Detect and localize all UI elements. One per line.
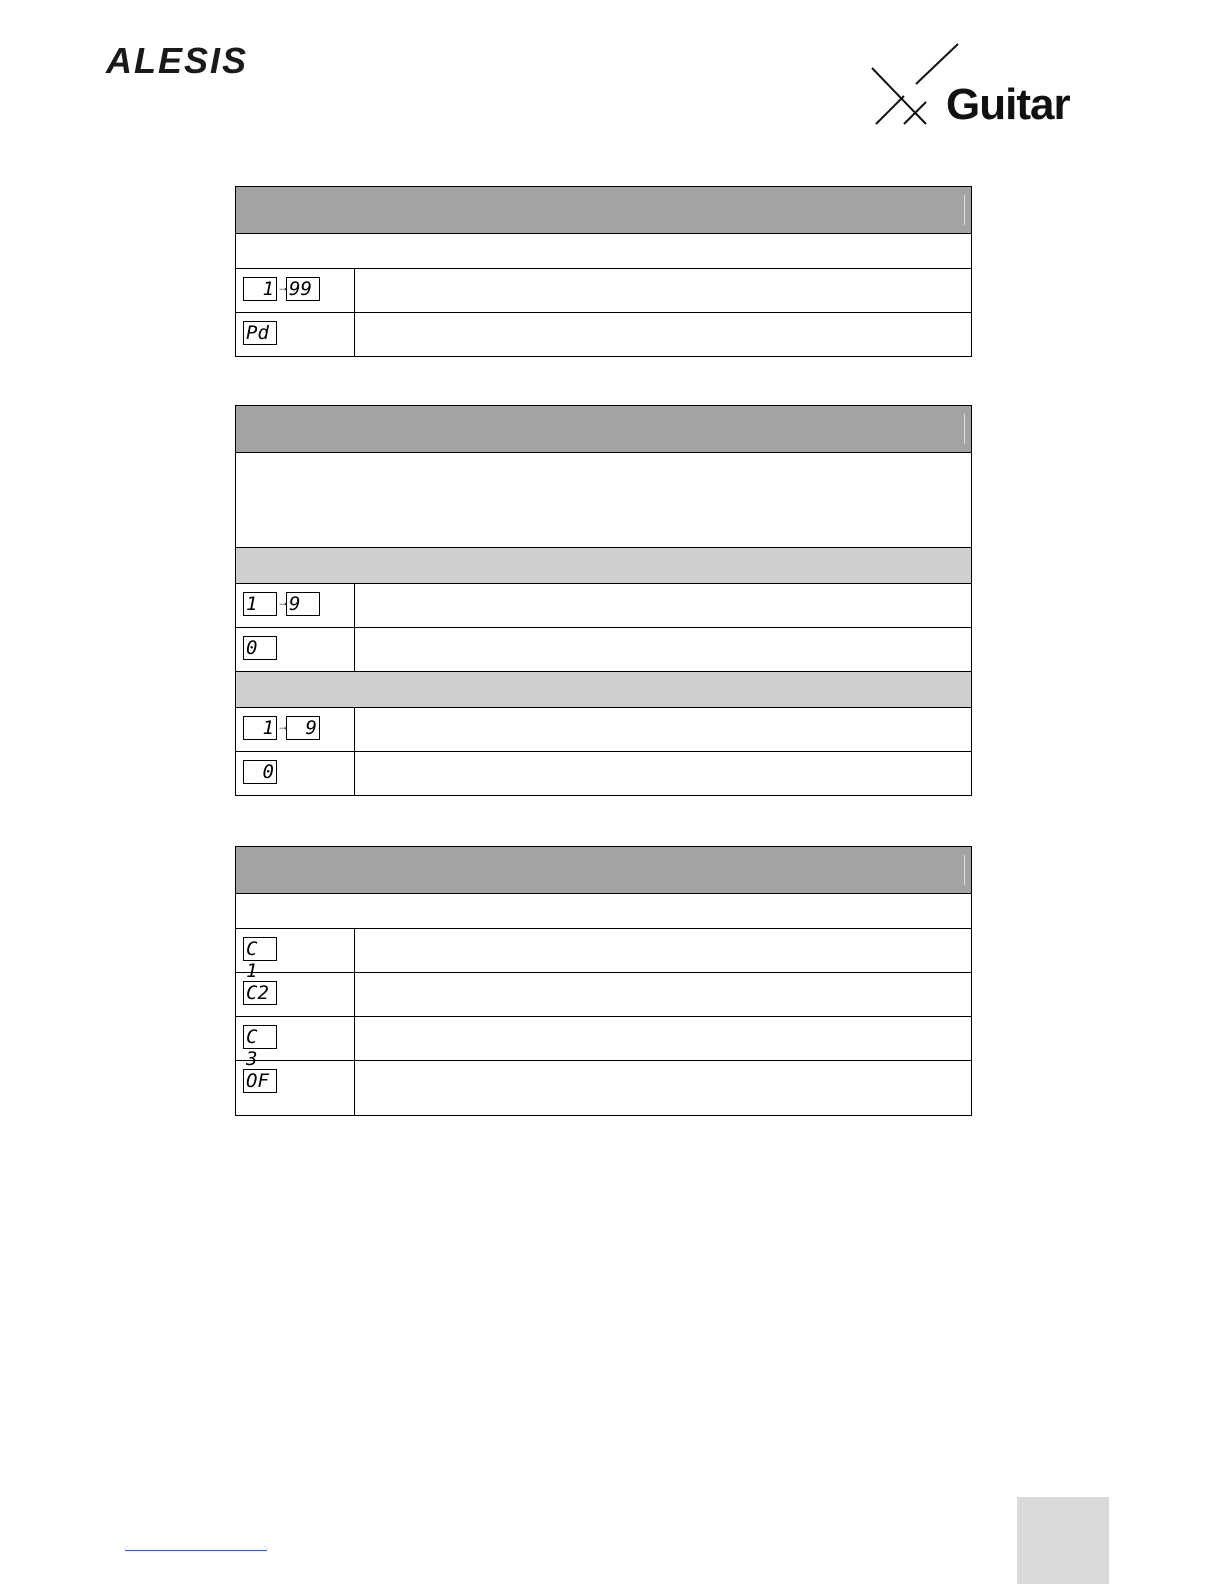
value-description-cell <box>355 708 972 752</box>
table-row <box>236 1061 972 1116</box>
value-description-cell <box>355 929 972 973</box>
display-code-cell <box>236 269 355 313</box>
table-subheader <box>236 672 972 708</box>
arrow-right-icon: → <box>277 280 289 294</box>
value-description-cell <box>355 1017 972 1061</box>
display-code-cell <box>236 1017 355 1070</box>
alesis-logo: ALESIS <box>106 40 249 81</box>
table-subheader <box>236 548 972 584</box>
value-description-cell <box>355 752 972 796</box>
table-description <box>236 453 972 548</box>
footer-link-underline[interactable] <box>125 1550 267 1551</box>
xguitar-logo <box>868 42 1088 132</box>
value-description-cell <box>355 313 972 357</box>
table-row <box>236 584 972 628</box>
display-code-cell <box>236 708 355 752</box>
seven-seg-display: 1 <box>243 592 277 616</box>
table-row <box>236 313 972 357</box>
table-header <box>236 847 972 894</box>
seven-seg-display: 9 <box>286 716 320 740</box>
seven-seg-display: C 1 <box>243 937 277 961</box>
arrow-right-icon: → <box>277 719 289 733</box>
value-description-cell <box>355 1061 972 1116</box>
seven-seg-display: 0 <box>243 636 277 660</box>
arrow-right-icon: → <box>277 595 289 609</box>
table-row <box>236 708 972 752</box>
parameter-table-1 <box>235 186 972 357</box>
display-code-cell <box>236 313 355 357</box>
table-row <box>236 1017 972 1061</box>
seven-seg-display: Pd <box>243 321 277 345</box>
seven-seg-display: 99 <box>286 277 320 301</box>
display-code-cell <box>236 628 355 672</box>
display-code-cell <box>236 973 355 1017</box>
table-row <box>236 752 972 796</box>
display-code-cell <box>236 929 355 982</box>
table-header <box>236 187 972 234</box>
value-description-cell <box>355 628 972 672</box>
table-row <box>236 929 972 973</box>
value-description-cell <box>355 973 972 1017</box>
table-description <box>236 894 972 929</box>
table-description <box>236 234 972 269</box>
seven-seg-display: 1 <box>243 277 277 301</box>
table-row <box>236 269 972 313</box>
display-code-cell <box>236 752 355 796</box>
display-code-cell <box>236 584 355 628</box>
seven-seg-display: 0 <box>243 760 277 784</box>
table-header <box>236 406 972 453</box>
seven-seg-display: OF <box>243 1069 277 1093</box>
parameter-table-3 <box>235 846 972 1116</box>
parameter-table-2 <box>235 405 972 796</box>
seven-seg-display: C2 <box>243 981 277 1005</box>
seven-seg-display: 1 <box>243 716 277 740</box>
xguitar-wordmark: Guitar <box>946 80 1070 129</box>
page-number-box <box>1017 1497 1109 1584</box>
seven-seg-display: 9 <box>286 592 320 616</box>
table-row <box>236 628 972 672</box>
seven-seg-display: C 3 <box>243 1025 277 1049</box>
x-mark-icon <box>868 42 958 132</box>
table-row <box>236 973 972 1017</box>
value-description-cell <box>355 584 972 628</box>
display-code-cell <box>236 1061 355 1116</box>
value-description-cell <box>355 269 972 313</box>
